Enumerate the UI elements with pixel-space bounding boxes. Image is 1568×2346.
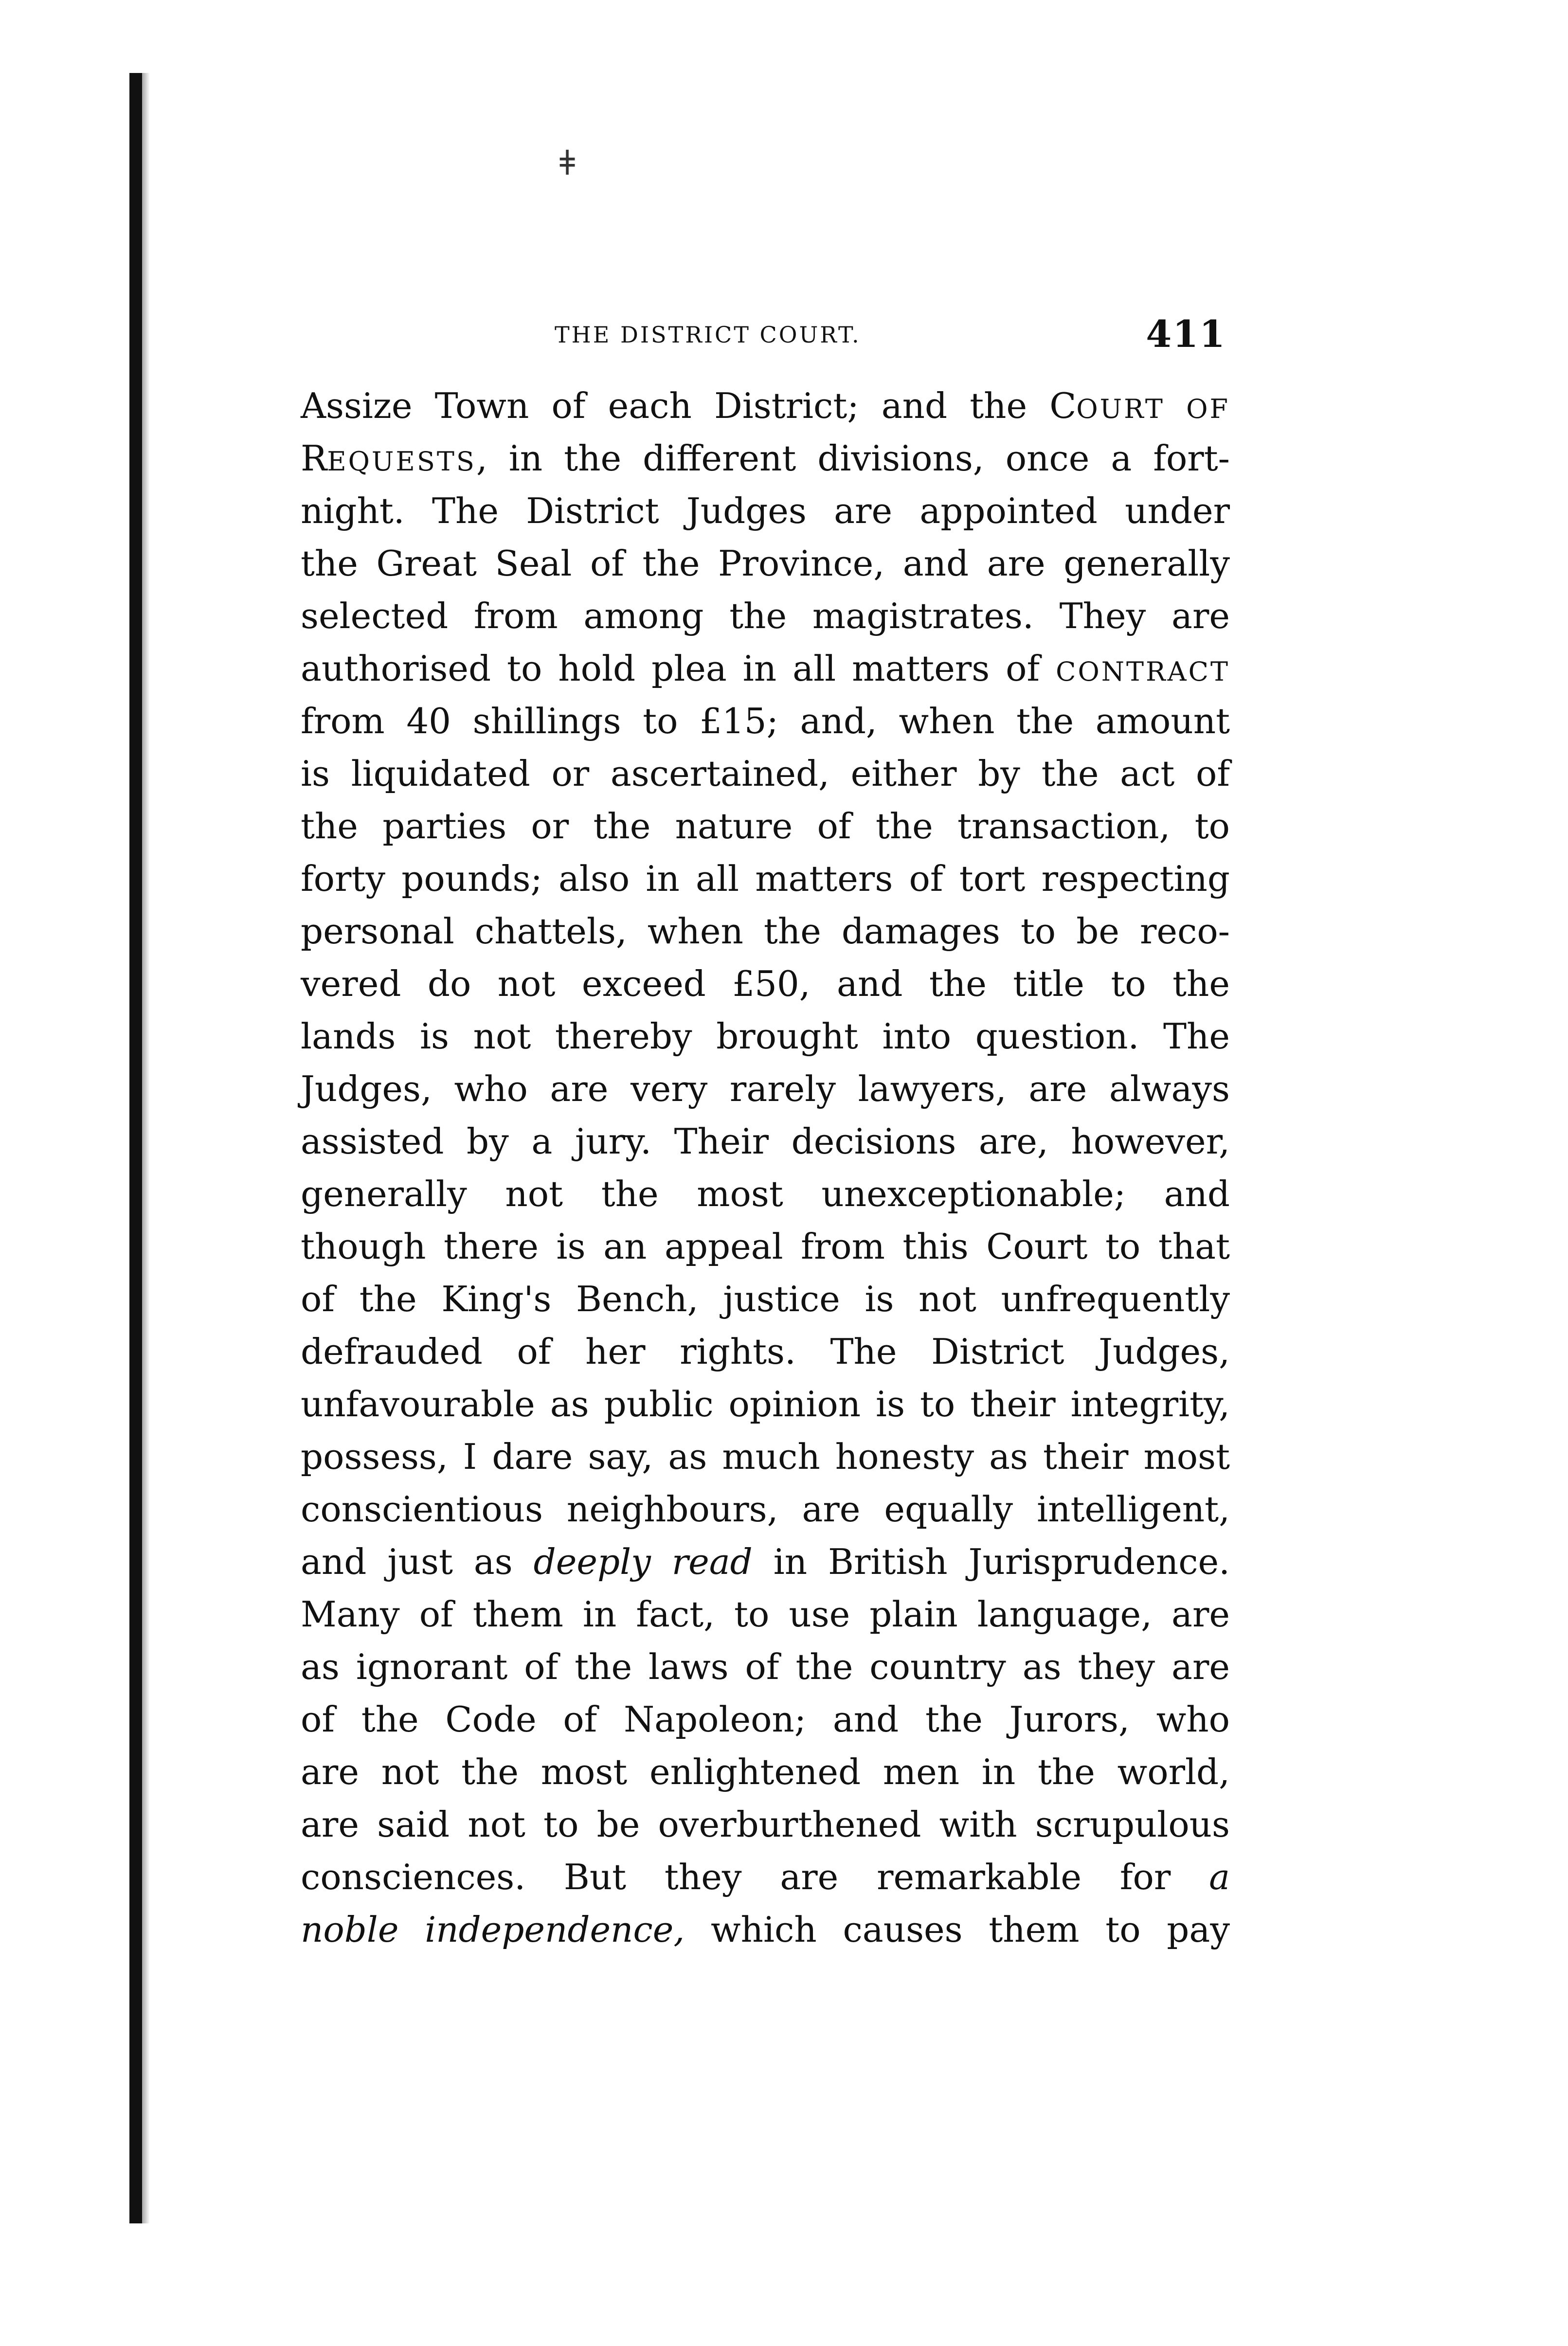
text-segment: unfavourable as public opinion is to their integrity, bbox=[301, 1384, 1230, 1425]
text-line bbox=[301, 590, 1230, 642]
text-line bbox=[301, 1273, 1230, 1325]
text-line bbox=[301, 1693, 1230, 1746]
text-segment: personal chattels, when the damages to be reco- bbox=[301, 911, 1230, 952]
binding-shadow bbox=[142, 73, 150, 2223]
binding-edge bbox=[129, 73, 142, 2223]
text-segment: though there is an appeal from this Court to that bbox=[301, 1226, 1230, 1267]
text-segment: is liquidated or ascertained, either by the act of bbox=[301, 753, 1230, 794]
text-segment: OURT OF bbox=[1076, 394, 1230, 424]
text-line bbox=[301, 1851, 1230, 1903]
text-line bbox=[301, 1903, 1230, 1956]
running-head bbox=[302, 312, 1226, 356]
text-line bbox=[301, 957, 1230, 1010]
text-segment: the parties or the nature of the transaction, to bbox=[301, 806, 1230, 847]
text-segment: lands is not thereby brought into question. The bbox=[301, 1016, 1230, 1057]
text-line bbox=[301, 432, 1230, 485]
text-line bbox=[301, 537, 1230, 590]
text-segment: CONTRACT bbox=[1056, 656, 1230, 687]
page-number: 411 bbox=[1146, 312, 1226, 356]
ink-speck: ǂ bbox=[559, 143, 576, 183]
text-segment: the Great Seal of the Province, and are generally bbox=[301, 543, 1230, 584]
text-segment: Many of them in fact, to use plain language, are bbox=[301, 1594, 1230, 1635]
text-line bbox=[301, 1641, 1230, 1693]
text-segment: of the Code of Napoleon; and the Jurors, who bbox=[301, 1699, 1230, 1740]
text-segment: Assize Town of each District; and the C bbox=[301, 385, 1077, 426]
text-segment: and just as bbox=[301, 1541, 534, 1582]
text-segment: authorised to hold plea in all matters of bbox=[301, 648, 1056, 689]
text-segment: in British Jurisprudence. bbox=[752, 1541, 1230, 1582]
text-line bbox=[301, 1483, 1230, 1535]
text-segment: noble independence, bbox=[301, 1909, 685, 1950]
text-line bbox=[301, 1746, 1230, 1798]
text-line bbox=[301, 1378, 1230, 1430]
text-segment: deeply read bbox=[533, 1541, 753, 1582]
text-line bbox=[301, 1798, 1230, 1851]
text-segment: defrauded of her rights. The District Judges, bbox=[301, 1331, 1230, 1372]
text-segment: a bbox=[1209, 1857, 1230, 1897]
text-segment: of the King's Bench, justice is not unfrequently bbox=[301, 1279, 1230, 1319]
text-segment: night. The District Judges are appointed under bbox=[301, 490, 1230, 531]
text-line bbox=[301, 1010, 1230, 1063]
text-line bbox=[301, 1063, 1230, 1115]
text-segment: forty pounds; also in all matters of tort respecting bbox=[301, 858, 1230, 899]
text-line bbox=[301, 1168, 1230, 1220]
text-segment: generally not the most unexceptionable; and bbox=[301, 1173, 1230, 1214]
text-segment: are not the most enlightened men in the world, bbox=[301, 1751, 1230, 1792]
text-segment: EQUESTS bbox=[327, 446, 476, 477]
text-line bbox=[301, 1325, 1230, 1378]
text-line bbox=[301, 852, 1230, 905]
text-line bbox=[301, 1220, 1230, 1273]
text-line bbox=[301, 485, 1230, 537]
text-segment: are said not to be overburthened with scrupulous bbox=[301, 1804, 1230, 1845]
text-segment: R bbox=[301, 438, 327, 479]
text-line bbox=[301, 747, 1230, 800]
text-segment: consciences. But they are remarkable for bbox=[301, 1857, 1209, 1897]
text-line bbox=[301, 695, 1230, 747]
text-segment: as ignorant of the laws of the country as they are bbox=[301, 1646, 1230, 1687]
text-segment: from 40 shillings to £15; and, when the amount bbox=[301, 701, 1230, 741]
text-segment: assisted by a jury. Their decisions are, however, bbox=[301, 1121, 1230, 1162]
text-line bbox=[301, 800, 1230, 852]
text-segment: vered do not exceed £50, and the title to the bbox=[301, 963, 1230, 1004]
text-line bbox=[301, 379, 1230, 432]
text-line bbox=[301, 905, 1230, 957]
text-line bbox=[301, 1430, 1230, 1483]
text-segment: possess, I dare say, as much honesty as their most bbox=[301, 1436, 1230, 1477]
running-title: THE DISTRICT COURT. bbox=[555, 322, 861, 348]
text-segment: , in the different divisions, once a fort- bbox=[476, 438, 1230, 479]
body-text bbox=[301, 379, 1230, 1956]
text-line bbox=[301, 1535, 1230, 1588]
text-segment: conscientious neighbours, are equally intelligent, bbox=[301, 1489, 1230, 1530]
text-segment: selected from among the magistrates. They are bbox=[301, 596, 1230, 636]
text-line bbox=[301, 1115, 1230, 1168]
text-line bbox=[301, 1588, 1230, 1641]
text-segment: which causes them to pay bbox=[685, 1909, 1230, 1950]
text-line bbox=[301, 642, 1230, 695]
text-segment: Judges, who are very rarely lawyers, are always bbox=[301, 1068, 1230, 1109]
